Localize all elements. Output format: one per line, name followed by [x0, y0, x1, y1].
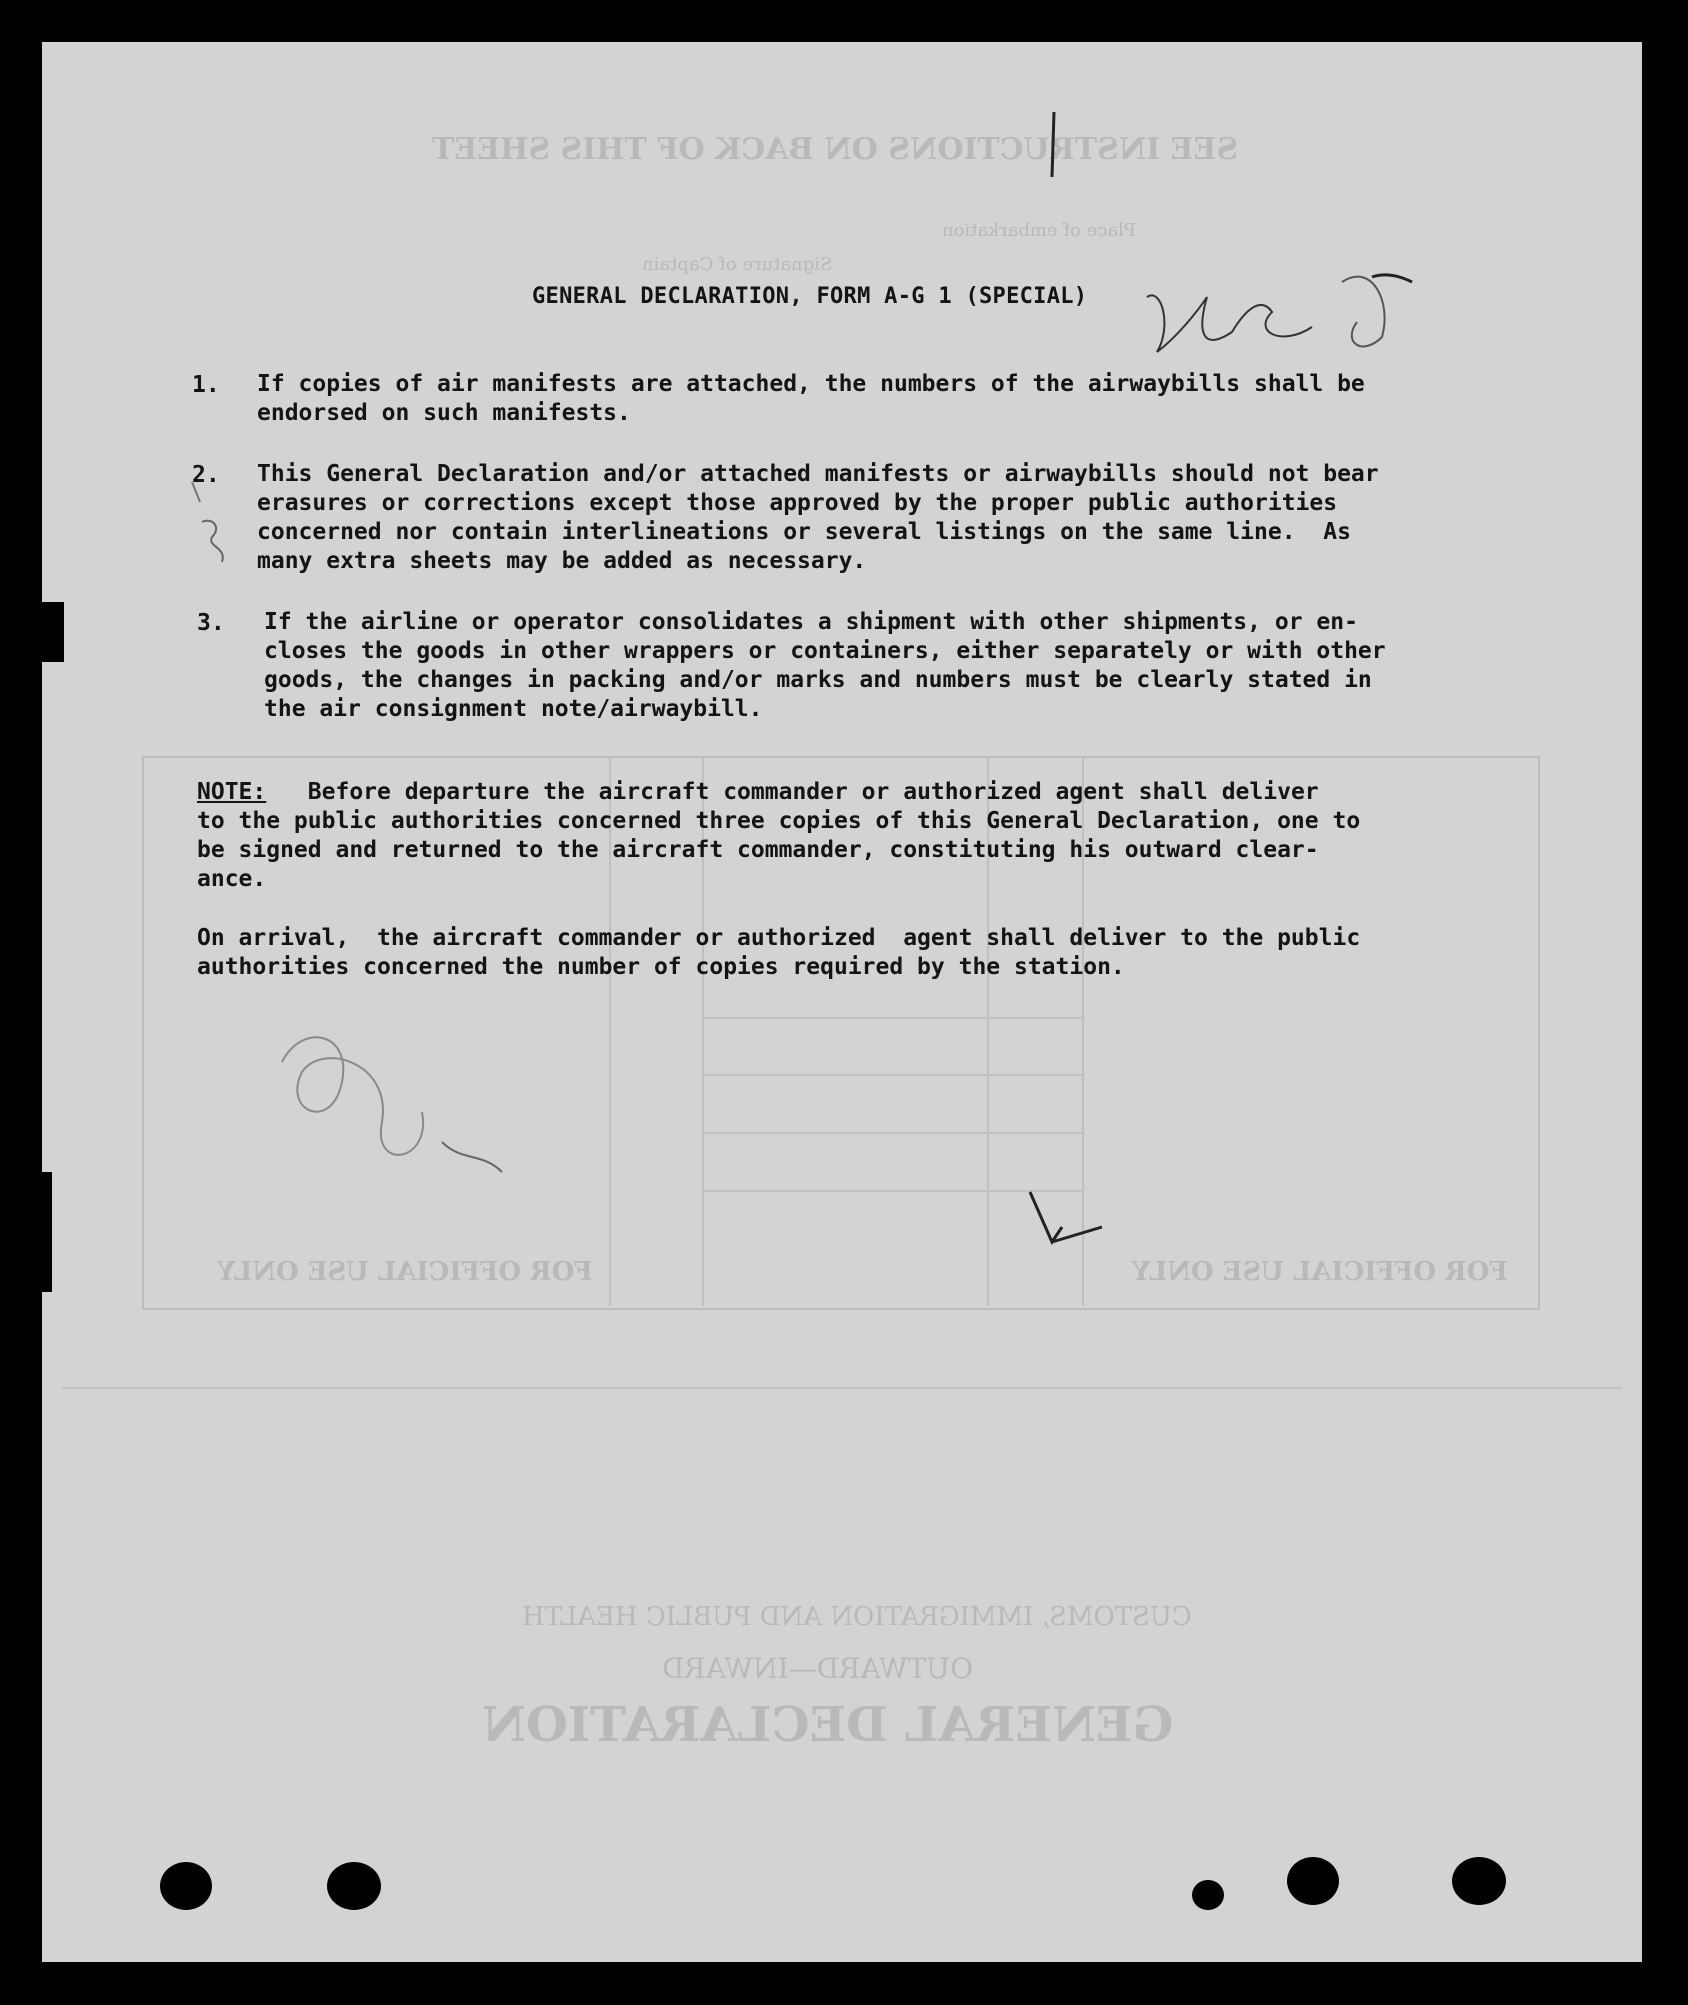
- bleed-through-line: Signature of Captain: [642, 254, 833, 275]
- item-2-line: concerned nor contain interlineations or several listings on the same line. As: [257, 519, 1351, 545]
- punch-hole: [1287, 1857, 1339, 1905]
- bleed-through-rule: [702, 1132, 1082, 1134]
- item-2-line: This General Declaration and/or attached manifests or airwaybills should not bear: [257, 461, 1379, 487]
- note-first-line: [197, 778, 1319, 807]
- bleed-through-rule: [62, 1387, 1622, 1389]
- punch-hole: [1452, 1857, 1506, 1905]
- punch-hole: [1192, 1880, 1224, 1910]
- bleed-through-line: GENERAL DECLARATION: [482, 1697, 1174, 1753]
- item-2-line: many extra sheets may be added as necessary.: [257, 548, 867, 574]
- bleed-through-rule: [702, 1017, 1082, 1019]
- item-3-line: If the airline or operator consolidates a shipment with other shipments, or en-: [264, 609, 1358, 635]
- item-2-line: erasures or corrections except those approved by the proper public authorities: [257, 490, 1338, 516]
- bleed-through-line: Place of embarkation: [942, 220, 1136, 241]
- edge-tear: [42, 602, 64, 662]
- item-3-line: the air consignment note/airwaybill.: [264, 696, 763, 722]
- punch-hole: [327, 1862, 381, 1910]
- note-line: ance.: [197, 866, 267, 892]
- bleed-through-header: SEE INSTRUCTIONS ON BACK OF THIS SHEET: [432, 132, 1239, 167]
- handwritten-scribble: [992, 82, 1492, 392]
- document-page: [42, 42, 1642, 1962]
- punch-hole: [160, 1862, 212, 1910]
- bleed-through-line: FOR OFFICIAL USE ONLY: [1132, 1257, 1508, 1287]
- item-3-line: goods, the changes in packing and/or marks and numbers must be clearly stated in: [264, 667, 1372, 693]
- item-1-line: endorsed on such manifests.: [257, 400, 631, 426]
- arrival-line: On arrival, the aircraft commander or authorized agent shall deliver to the public: [197, 925, 1361, 951]
- item-1-line: If copies of air manifests are attached, the numbers of the airwaybills shall be: [257, 371, 1365, 397]
- bleed-through-rule: [702, 1074, 1082, 1076]
- item-3-line: closes the goods in other wrappers or containers, either separately or with other: [264, 638, 1386, 664]
- document-title: GENERAL DECLARATION, FORM A-G 1 (SPECIAL): [532, 284, 1088, 309]
- item-number: 1.: [192, 372, 220, 398]
- bleed-through-line: OUTWARD—INWARD: [662, 1652, 974, 1685]
- note-label: NOTE:: [197, 779, 267, 805]
- arrival-line: authorities concerned the number of copies required by the station.: [197, 954, 1125, 980]
- bleed-through-rule: [702, 1190, 1082, 1192]
- bleed-through-line: CUSTOMS, IMMIGRATION AND PUBLIC HEALTH: [522, 1602, 1192, 1632]
- bleed-through-line: FOR OFFICIAL USE ONLY: [217, 1257, 593, 1287]
- item-number: 2.: [192, 462, 220, 488]
- item-number: 3.: [197, 610, 225, 636]
- note-line: be signed and returned to the aircraft commander, constituting his outward clear-: [197, 837, 1319, 863]
- note-line: to the public authorities concerned three copies of this General Declaration, one to: [197, 808, 1361, 834]
- edge-tear: [42, 1172, 52, 1292]
- note-first-line-text: Before departure the aircraft commander or authorized agent shall deliver: [266, 779, 1319, 805]
